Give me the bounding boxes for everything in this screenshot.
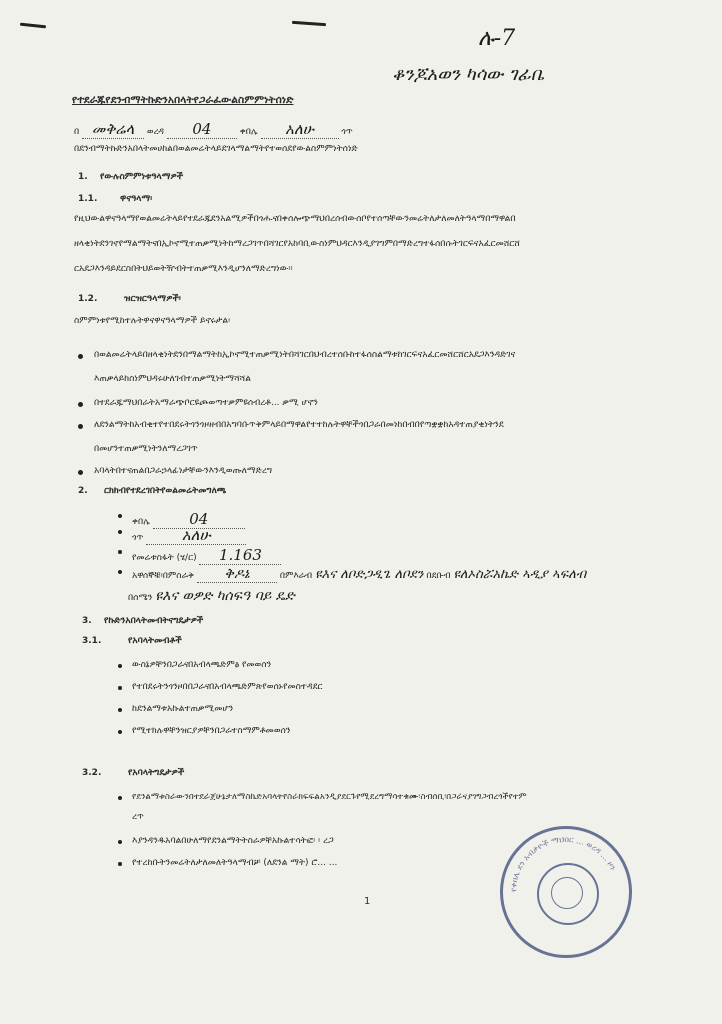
list-item-text: በወልመሬትላይበዘላቂነትደንበማልማትከኢኮኖሚተጠቃሚነትበሻገርበህብረተሰቡከተፋሰስልማቱከገርፍናአፈርመሸርሸርአደጋእንዳድገና (94, 350, 516, 360)
land-value-got: አለሁ (146, 526, 246, 545)
section1-sub1-number: 1.1. (78, 194, 98, 204)
list-item-continuation: እጠቃላይከስነምህዳሩሁለገብተጠቃሚነትማሻሻል (94, 374, 251, 384)
land-label-south: በደቡብ (426, 571, 451, 581)
land-label-kebele: ቀበሌ (132, 517, 150, 527)
handwritten-reference: ሉ-7 (478, 26, 516, 51)
header-prefix: በ (74, 127, 80, 137)
land-item-row (132, 526, 246, 545)
header-label-2: ወረዳ (146, 127, 164, 137)
land-label-got: ጎጥ (132, 533, 144, 543)
land-label-west: በምእራብ (279, 571, 313, 581)
land-value-north: ዩእና ወዎድ ካሰፍዓ ባይ ዴድ (155, 588, 295, 604)
bullet-dot (118, 550, 122, 554)
section3-sub1-heading: የአባላትመብቶች (128, 636, 182, 646)
list-item-continuation: ረጥ (132, 812, 144, 822)
land-label-east: አዋሰኞቹ፡በምስራቅ (132, 571, 195, 581)
land-value-south: ዩለኦስሯአኬድ ኣዲያ ኣፍለብ (453, 567, 587, 582)
land-label-area: የመሬቱስፋት (ሄ/ር) (132, 553, 197, 563)
official-stamp-icon (500, 826, 632, 958)
section3-heading: የኩድንአበላትመብትናግዴታዎች (104, 616, 204, 626)
stamp-emblem-icon (551, 877, 583, 909)
bullet-dot (118, 686, 122, 690)
document-title: የተደራጁየደንብማትኩድንአበላትየጋራፈውልስምምነትሰነድ (72, 94, 294, 106)
land-item-row (132, 566, 586, 583)
section1-para-line-2: ዘላቂነትደንገኖየማልማትናበኢኮኖሚተጠቃሚነትከማረጋገጥበሻገርየአከባቢውስነምህዳርእንዲያገግምበማድረግተፋሰበሱትገርፍናአፈርመሸርሸ (74, 239, 520, 249)
section3-number: 3. (82, 616, 92, 626)
header-line (74, 120, 674, 142)
list-item-text: አባላትበተናጠልበጋራኃላፊነታቸውንእንዲወጡለማድረግ (94, 466, 273, 476)
bullet-dot (118, 530, 122, 534)
bullet-dot (118, 796, 122, 800)
section1-para-line-1: የዚህውልዋናዓላማየወልመሬትላይየተደራጁደንአልሚዎችበጎሑናበቀሰሎጭማህበረሰብውሰቦየተሰጣቸውንመሬትለታለመለትዓላማበማዋልበ (74, 214, 516, 224)
bullet-dot (118, 730, 122, 734)
section1-sub2-heading: ዝርዝርዓላማዎች፡ (124, 294, 181, 304)
land-value-area: 1.163 (199, 546, 281, 565)
bullet-dot (118, 514, 122, 518)
section1-para-line-3: ርአደጋእንዳይደርስበትህይወትዥብትተጠቃሚእንዲሆንለማድረግነው። (74, 264, 293, 274)
svg-text:የቀበሌ ደን አብቃዮች ማህበር ... ወረዳ ...: የቀበሌ ደን አብቃዮች ማህበር ... ወረዳ ... ዞን (508, 834, 618, 893)
header-label-4: ጎጥ (341, 127, 353, 137)
list-item-text: ለደንልማትከአብቂተየተበደሩትጎንጎዞዘብበአግባቡጥቅምላይበማዋልየተተከሉትዋቸችጎበጋራበመነከበብበየጣቋቋከአዳተጠያቂነትንደ (94, 420, 504, 430)
list-item-text: በተደራጁማህበራትአማራጭቦርዩጮወጣተቃምዩሰብረቶ... ቃሚ ሆኖን (94, 398, 318, 408)
section3-sub1-number: 3.1. (82, 636, 102, 646)
stamp-inner-ring (537, 863, 599, 925)
list-item-continuation: በመሆንተጠቃሚነትንለማረጋገጥ (94, 444, 198, 454)
list-item-text: ውስኔዎቸንበጋራናበአብላጫድምፅ የመወሰን (132, 660, 272, 670)
section3-sub2-heading: የአባላትግዴታዎች (128, 768, 185, 778)
land-value-kebele: 04 (153, 510, 245, 529)
header-value-1: መቅሬላ (82, 120, 144, 139)
bullet-dot (118, 840, 122, 844)
list-item-text: የተረከቡትንመሬትለታለመለትዓላማብቻ (ለደንል ማት) ሮ... ... (132, 858, 338, 868)
handwritten-name: ቆንጆአወን ካሳው ገፊቤ (392, 64, 545, 85)
bullet-dot (118, 570, 122, 574)
list-item-text: ከደንልማቱአኩልተጠቃሚመሆን (132, 704, 234, 714)
list-item-text: የሚተክሉዋቸንዝርያዎቸንበጋራተስማምቶመወሰን (132, 726, 291, 736)
bullet-dot (78, 402, 83, 407)
section2-heading: ርክክብየተደረገበትየወልመሬትመግለጫ (104, 486, 227, 496)
section3-sub2-number: 3.2. (82, 768, 102, 778)
section1-heading: የውሉስምምነቱዓላማዎች (100, 172, 184, 182)
scan-mark-center (292, 21, 326, 26)
bullet-dot (118, 708, 122, 712)
list-item-text: የደንልማቱስራውንበተደራጀሁኔታለማስኬድአባላትየስራክፍፍልአንዲያደርጉየሚደረግማሳተቁሙ፡ስብሰቢ፡በጋራናያገግጋብረጎችየተም (132, 792, 527, 802)
section1-sub1-heading: ዋናዓላማ፡ (120, 194, 153, 204)
land-north-row (128, 588, 295, 604)
land-value-west: ዩእና ለቦድጋዲጌ ለቦደን (314, 567, 424, 582)
header-value-3: አለሁ (261, 120, 339, 139)
section1-number: 1. (78, 172, 88, 182)
list-item-text: የተበደሩትንጎንዞበበጋራናበአብላጫድምጽየወሰኑየመስተዳደር (132, 682, 323, 692)
scan-mark-left (20, 23, 46, 29)
list-item-text: እያንዳንዱአባልበሁለማየደንልማትትስራዎቸአኩልተሳትፎ፡ ፡ ረጋ (132, 836, 334, 846)
land-label-north: በሰሜን (128, 593, 153, 603)
land-value-east: ቅዶኔ (197, 566, 277, 583)
bullet-dot (78, 424, 83, 429)
section1-sub2-number: 1.2. (78, 294, 98, 304)
intro-line: በደንብማትኩድንአበላትመሀከልበወልመሬትላይደገላማልማትየተወሰደየውልስምምነትሰነድ (74, 144, 358, 154)
section1-sub2-intro: ስምምነቱየሚከተሉትዋናዋናዓላማዎች ይኖሩታል፡ (74, 316, 231, 326)
land-item-row (132, 546, 281, 565)
bullet-dot (118, 664, 122, 668)
header-label-3: ቀበሌ (239, 127, 258, 137)
bullet-dot (78, 354, 83, 359)
section2-number: 2. (78, 486, 88, 496)
bullet-dot (118, 862, 122, 866)
bullet-dot (78, 470, 83, 475)
header-value-2: 04 (167, 120, 237, 139)
page-number: 1 (364, 896, 371, 907)
